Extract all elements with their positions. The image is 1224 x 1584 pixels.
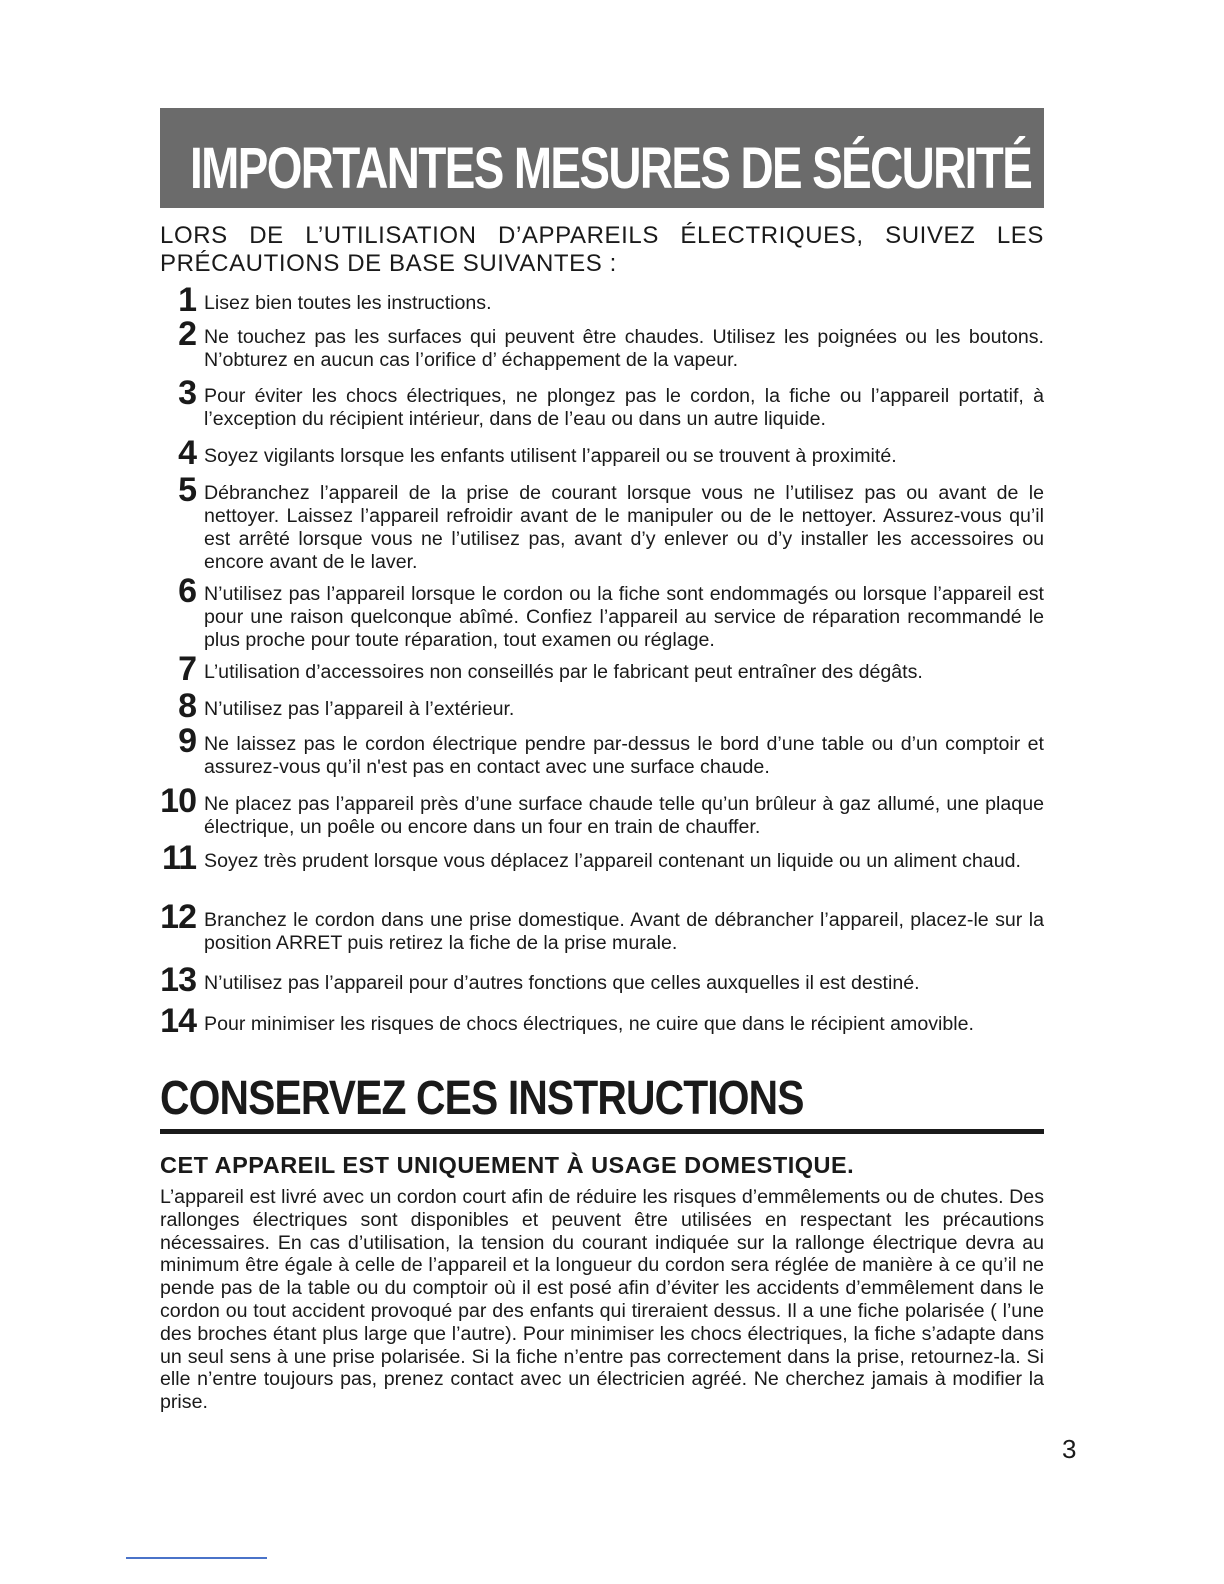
intro-text: LORS DE L’UTILISATION D’APPAREILS ÉLECTRIQUES, SUIVEZ LES PRÉCAUTIONS DE BASE SUIVANTES : xyxy=(160,222,1044,277)
item-number: 12 xyxy=(160,898,196,936)
item-text: Branchez le cordon dans une prise domestique. Avant de débrancher l’appareil, placez-le sur la position ARRET puis retirez la fiche de la prise murale. xyxy=(204,909,1044,954)
save-instructions-heading: CONSERVEZ CES INSTRUCTIONS xyxy=(160,1072,804,1125)
list-item xyxy=(160,961,1044,999)
item-text: N’utilisez pas l’appareil lorsque le cordon ou la fiche sont endommagés ou lorsque l’appareil est pour une raison quelconque abîmé. Confiez l’appareil au service de réparation recommandé le plus proche pour toute réparation, tout examen ou réglage. xyxy=(204,583,1044,651)
list-item xyxy=(178,650,1044,688)
item-text: Pour minimiser les risques de chocs électriques, ne cuire que dans le récipient amovible. xyxy=(204,1013,974,1035)
list-item xyxy=(178,687,1044,725)
item-text: Soyez très prudent lorsque vous déplacez l’appareil contenant un liquide ou un aliment chaud. xyxy=(204,850,1021,872)
item-text: Ne placez pas l’appareil près d’une surface chaude telle qu’un brûleur à gaz allumé, une plaque électrique, un poêle ou encore dans un four en train de chauffer. xyxy=(204,793,1044,838)
item-number: 5 xyxy=(178,471,196,509)
list-item xyxy=(160,898,1044,955)
divider xyxy=(160,1129,1044,1134)
item-number: 11 xyxy=(162,839,196,877)
item-number: 2 xyxy=(178,315,196,353)
item-text: Ne laissez pas le cordon électrique pendre par-dessus le bord d’une table ou d’un comptoir et assurez-vous qu’il n'est pas en contact avec une surface chaude. xyxy=(204,733,1044,778)
list-item xyxy=(178,572,1044,652)
list-item xyxy=(178,374,1044,431)
item-text: N’utilisez pas l’appareil pour d’autres fonctions que celles auxquelles il est destiné. xyxy=(204,972,920,994)
item-number: 14 xyxy=(160,1002,196,1040)
list-item xyxy=(178,315,1044,372)
item-text: N’utilisez pas l’appareil à l’extérieur. xyxy=(204,698,515,720)
page-title: IMPORTANTES MESURES DE SÉCURITÉ xyxy=(190,136,1032,201)
list-item xyxy=(162,839,1044,877)
item-number: 1 xyxy=(178,281,196,319)
item-number: 9 xyxy=(178,722,196,760)
list-item xyxy=(160,782,1044,839)
footer-line xyxy=(126,1557,267,1559)
item-number: 6 xyxy=(178,572,196,610)
list-item xyxy=(178,281,1044,319)
cord-info-paragraph: L’appareil est livré avec un cordon court afin de réduire les risques d’emmêlements ou de chutes. Des rallonges électriques sont disponibles et peuvent être utilisées en respectant les précautions nécessaires. En cas d’utilisation, la tension du courant indiquée sur la rallonge électrique devra au minimum être égale à celle de l’appareil et la longueur du cordon sera réglée de manière à ce qu’il ne pende pas de la table ou du comptoir où il est posé afin d’éviter les accidents d’emmêlement dans le cordon ou tout accident provoqué par des enfants qui tireraient dessus. Il a une fiche polarisée ( l’une des broches étant plus large que l’autre). Pour minimiser les chocs électriques, la fiche s’adapte dans un seul sens à une prise polarisée. Si la fiche n’entre pas correctement dans la prise, retournez-la. Si elle n’entre toujours pas, prenez contact avec un électricien agréé. Ne cherchez jamais à modifier la prise. xyxy=(160,1186,1044,1414)
item-text: Lisez bien toutes les instructions. xyxy=(204,292,492,314)
item-number: 7 xyxy=(178,650,196,688)
item-number: 13 xyxy=(160,961,196,999)
item-text: Débranchez l’appareil de la prise de courant lorsque vous ne l’utilisez pas ou avant de le nettoyer. Laissez l’appareil refroidir avant de le manipuler ou de le nettoyer. Assurez-vous qu’il est arrêté lorsque vous ne l’utilisez pas, avant d’y enlever ou d’y installer les accessoires ou encore avant de le laver. xyxy=(204,482,1044,573)
page-number: 3 xyxy=(1062,1434,1077,1464)
list-item xyxy=(160,1002,1044,1040)
item-number: 3 xyxy=(178,374,196,412)
household-use-heading: CET APPAREIL EST UNIQUEMENT À USAGE DOMESTIQUE. xyxy=(160,1152,855,1178)
item-number: 10 xyxy=(160,782,196,820)
item-number: 4 xyxy=(178,434,196,472)
item-text: Soyez vigilants lorsque les enfants utilisent l’appareil ou se trouvent à proximité. xyxy=(204,445,897,467)
item-number: 8 xyxy=(178,687,196,725)
item-text: Pour éviter les chocs électriques, ne plongez pas le cordon, la fiche ou l’appareil portatif, à l’exception du récipient intérieur, dans de l’eau ou dans un autre liquide. xyxy=(204,385,1044,430)
list-item xyxy=(178,434,1044,472)
item-text: L’utilisation d’accessoires non conseillés par le fabricant peut entraîner des dégâts. xyxy=(204,661,923,683)
list-item xyxy=(178,471,1044,574)
item-text: Ne touchez pas les surfaces qui peuvent être chaudes. Utilisez les poignées ou les boutons. N’obturez en aucun cas l’orifice d’ échappement de la vapeur. xyxy=(204,326,1044,371)
list-item xyxy=(178,722,1044,779)
